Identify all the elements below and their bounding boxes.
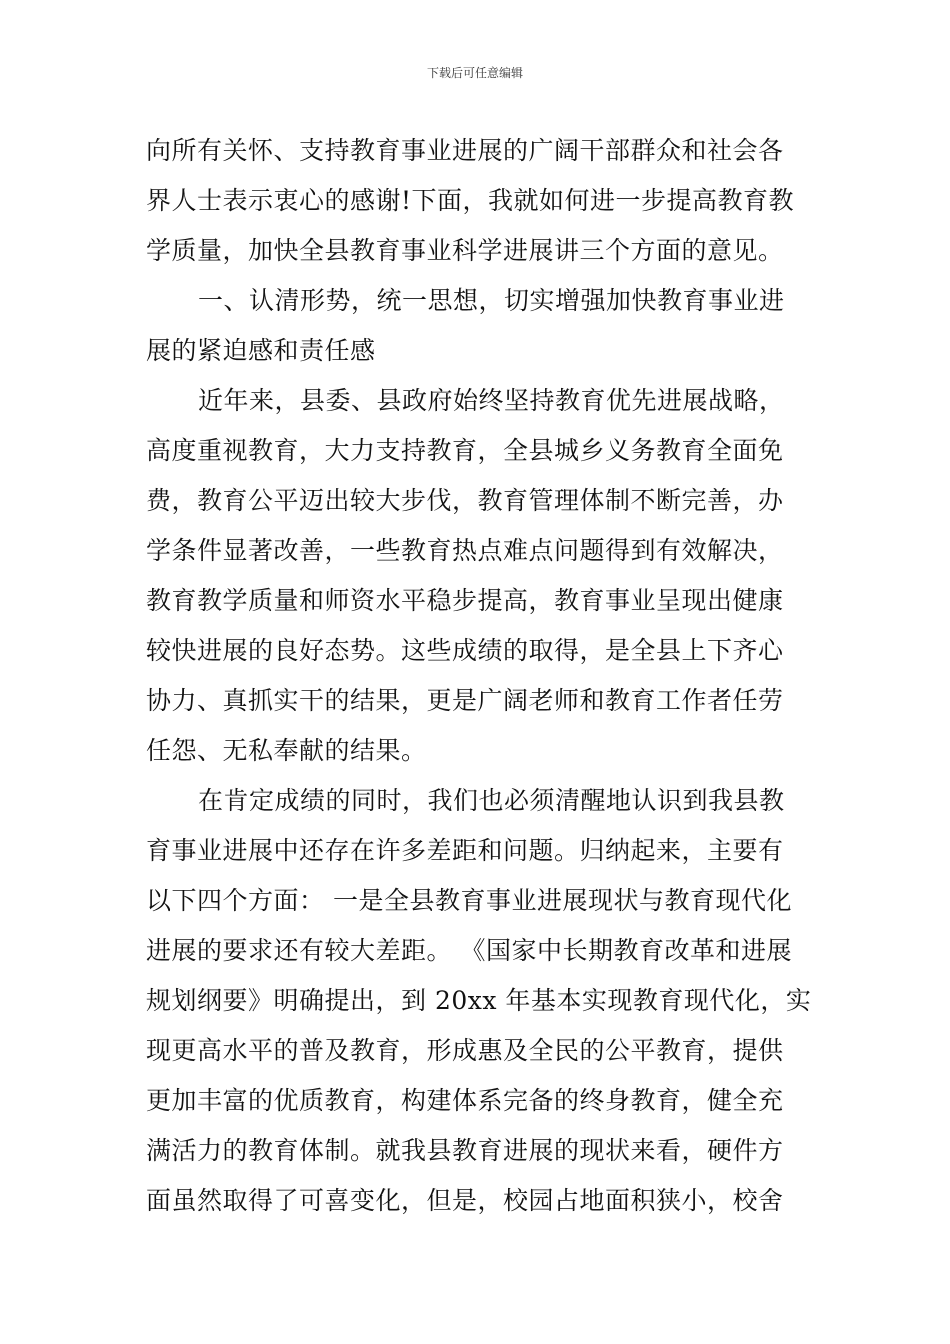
- text-line: 更加丰富的优质教育，构建体系完备的终身教育，健全充: [146, 1086, 784, 1115]
- text-line: 现更高水平的普及教育，形成惠及全民的公平教育，提供: [146, 1036, 784, 1065]
- document-body: [146, 126, 810, 1226]
- text-line: 任怨、无私奉献的结果。: [146, 736, 427, 765]
- text-line: 展的紧迫感和责任感: [146, 336, 376, 365]
- text-line: 高度重视教育，大力支持教育，全县城乡义务教育全面免: [146, 436, 784, 465]
- text-line: 以下四个方面： 一是全县教育事业进展现状与教育现代化: [146, 886, 792, 915]
- text-line: 学条件显著改善，一些教育热点难点问题得到有效解决，: [146, 536, 784, 565]
- page-header: 下载后可任意编辑: [426, 66, 523, 80]
- text-line: 费，教育公平迈出较大步伐，教育管理体制不断完善，办: [146, 486, 784, 515]
- text-line: 育事业进展中还存在许多差距和问题。归纳起来，主要有: [146, 836, 784, 865]
- text-line: 规划纲要》明确提出，到 20xx 年基本实现教育现代化，实: [146, 986, 812, 1015]
- text-line: 近年来，县委、县政府始终坚持教育优先进展战略，: [198, 386, 785, 415]
- text-line: 面虽然取得了可喜变化，但是，校园占地面积狭小，校舍: [146, 1186, 784, 1215]
- text-line: 教育教学质量和师资水平稳步提高，教育事业呈现出健康: [146, 586, 784, 615]
- text-line: 较快进展的良好态势。这些成绩的取得，是全县上下齐心: [146, 636, 784, 665]
- text-line: 进展的要求还有较大差距。 《国家中长期教育改革和进展: [146, 936, 792, 965]
- text-line: 向所有关怀、支持教育事业进展的广阔干部群众和社会各: [146, 136, 784, 165]
- text-line: 界人士表示衷心的感谢!下面，我就如何进一步提高教育教: [146, 186, 795, 215]
- text-line: 协力、真抓实干的结果，更是广阔老师和教育工作者任劳: [146, 686, 784, 715]
- text-line: 一、认清形势，统一思想，切实增强加快教育事业进: [198, 286, 785, 315]
- text-line: 在肯定成绩的同时，我们也必须清醒地认识到我县教: [198, 786, 785, 815]
- text-line: 学质量，加快全县教育事业科学进展讲三个方面的意见。: [146, 236, 784, 265]
- text-line: 满活力的教育体制。就我县教育进展的现状来看，硬件方: [146, 1136, 784, 1165]
